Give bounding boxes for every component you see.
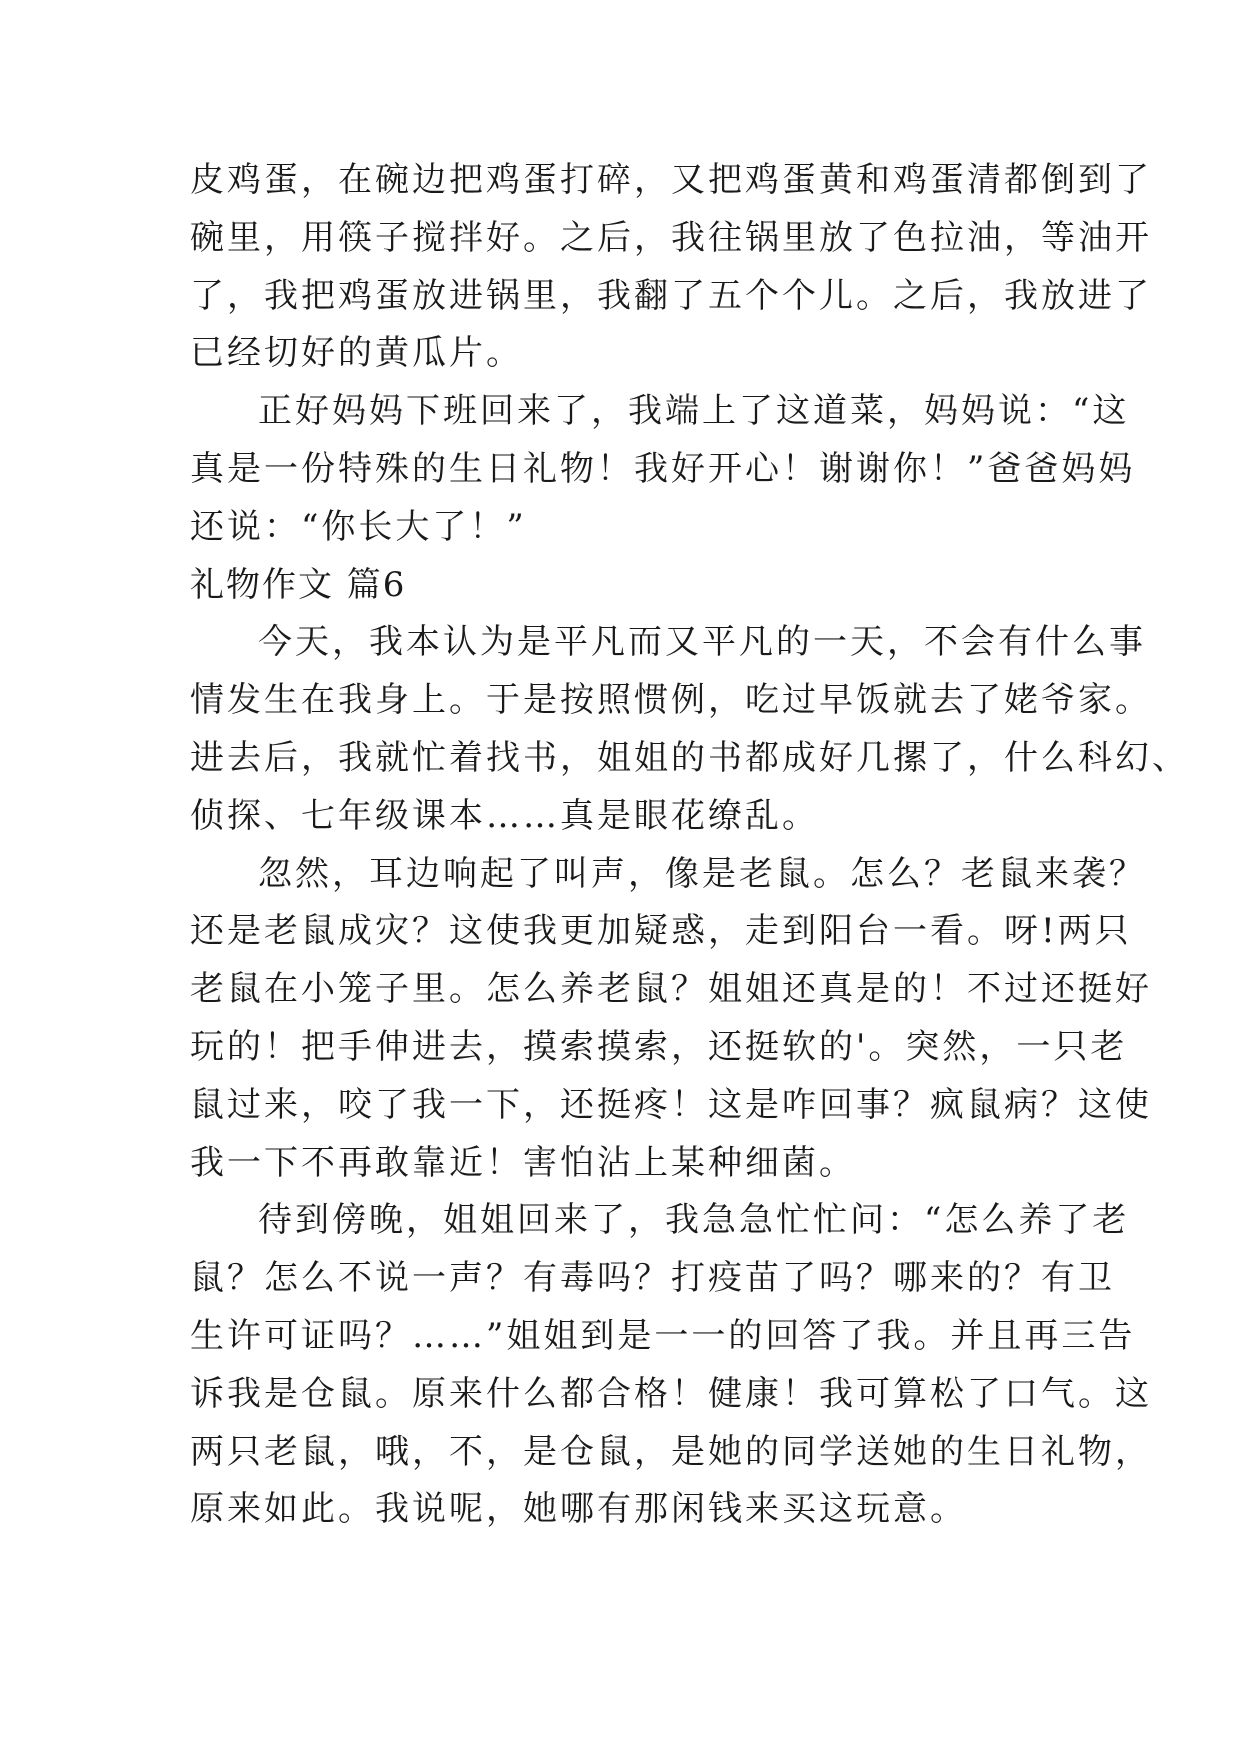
- text-line: 了，我把鸡蛋放进锅里，我翻了五个个儿。之后，我放进了: [190, 275, 1152, 316]
- text-line: 忽然，耳边响起了叫声，像是老鼠。怎么？老鼠来袭？: [258, 853, 1146, 894]
- text-line: 正好妈妈下班回来了，我端上了这道菜，妈妈说：“这: [258, 391, 1130, 432]
- text-line: 进去后，我就忙着找书，姐姐的书都成好几摞了，什么科幻、: [190, 737, 1189, 778]
- text-line: 还是老鼠成灾？这使我更加疑惑，走到阳台一看。呀!两只: [190, 911, 1132, 952]
- text-line: 待到傍晚，姐姐回来了，我急急忙忙问：“怎么养了老: [258, 1200, 1130, 1241]
- text-line: 我一下不再敢靠近！害怕沾上某种细菌。: [190, 1142, 856, 1183]
- section-heading: 礼物作文 篇6: [190, 564, 407, 605]
- text-line: 两只老鼠，哦，不，是仓鼠，是她的同学送她的生日礼物，: [190, 1431, 1152, 1472]
- text-line: 真是一份特殊的生日礼物！我好开心！谢谢你！”爸爸妈妈: [190, 448, 1136, 489]
- text-line: 老鼠在小笼子里。怎么养老鼠？姐姐还真是的！不过还挺好: [190, 969, 1152, 1010]
- text-line: 侦探、七年级课本……真是眼花缭乱。: [190, 795, 819, 836]
- text-line: 鼠？怎么不说一声？有毒吗？打疫苗了吗？哪来的？有卫: [190, 1258, 1115, 1299]
- text-line: 皮鸡蛋，在碗边把鸡蛋打碎，又把鸡蛋黄和鸡蛋清都倒到了: [190, 160, 1152, 200]
- text-line: 还说：“你长大了！”: [190, 506, 527, 547]
- text-line: 玩的！把手伸进去，摸索摸索，还挺软的'。突然，一只老: [190, 1026, 1128, 1067]
- text-line: 诉我是仓鼠。原来什么都合格！健康！我可算松了口气。这: [190, 1373, 1152, 1414]
- text-line: 鼠过来，咬了我一下，还挺疼！这是咋回事？疯鼠病？这使: [190, 1084, 1152, 1125]
- text-line: 情发生在我身上。于是按照惯例，吃过早饭就去了姥爷家。: [190, 680, 1152, 721]
- text-line: 已经切好的黄瓜片。: [190, 333, 523, 374]
- document-body: [190, 152, 1189, 1539]
- text-line: 今天，我本认为是平凡而又平凡的一天，不会有什么事: [258, 622, 1146, 663]
- text-line: 原来如此。我说呢，她哪有那闲钱来买这玩意。: [190, 1489, 967, 1530]
- text-line: 生许可证吗？……”姐姐到是一一的回答了我。并且再三告: [190, 1315, 1136, 1356]
- text-line: 碗里，用筷子搅拌好。之后，我往锅里放了色拉油，等油开: [190, 217, 1152, 258]
